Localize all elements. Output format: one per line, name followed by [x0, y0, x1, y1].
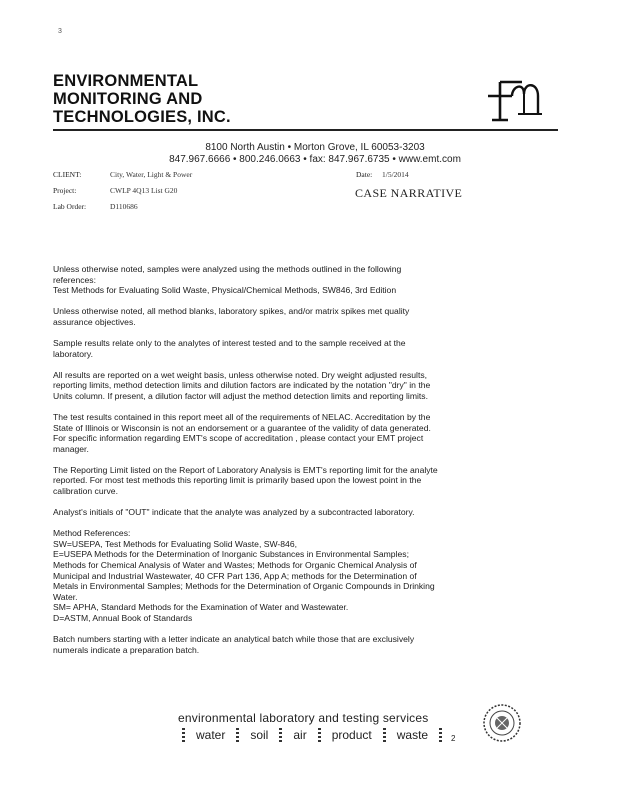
narrative-line: reported. For most test methods this reporting limit is primarily based upon the lowest point in the: [53, 475, 422, 486]
category-product: product: [331, 728, 372, 742]
client-value: City, Water, Light & Power: [110, 170, 193, 179]
project-value: CWLP 4Q13 List G20: [110, 186, 178, 195]
date-label: Date:: [356, 170, 373, 179]
accreditation-seal: [482, 703, 522, 743]
emt-logo-icon: [482, 74, 546, 122]
laborder-value: D110686: [110, 202, 138, 211]
company-line-1: ENVIRONMENTAL: [53, 72, 199, 90]
category-waste: waste: [396, 728, 429, 742]
narrative-line: Analyst's initials of "OUT" indicate that the analyte was analyzed by a subcontracted laboratory.: [53, 507, 415, 518]
company-line-3: TECHNOLOGIES, INC.: [53, 108, 231, 126]
narrative-line: laboratory.: [53, 348, 93, 359]
company-line-2: MONITORING AND: [53, 90, 203, 108]
narrative-paragraph: [53, 465, 493, 497]
narrative-line: All results are reported on a wet weight basis, unless otherwise noted. Dry weight adjusted results,: [53, 369, 428, 380]
narrative-line: E=USEPA Methods for the Determination of Inorganic Substances in Environmental Samples;: [53, 549, 409, 560]
narrative-line: Method References:: [53, 528, 131, 539]
date-value: 1/5/2014: [382, 170, 409, 179]
narrative-line: State of Illinois or Wisconsin is not an endorsement or a guarantee of the validity of data generated.: [53, 422, 431, 433]
narrative-paragraph: [53, 306, 493, 327]
narrative-line: Unless otherwise noted, samples were analyzed using the methods outlined in the following: [53, 264, 402, 274]
address-line: 8100 North Austin • Morton Grove, IL 60053-3203: [205, 142, 425, 153]
narrative-paragraph: [53, 370, 493, 402]
category-air: air: [293, 728, 307, 742]
narrative-paragraph: [53, 528, 493, 623]
footer-tagline: environmental laboratory and testing services: [178, 711, 429, 725]
document-title: CASE NARRATIVE: [355, 186, 463, 200]
narrative-line: SM= APHA, Standard Methods for the Examination of Water and Wastewater.: [53, 602, 349, 613]
seal-icon: [482, 703, 522, 743]
narrative-paragraph: [53, 634, 493, 655]
category-water: water: [196, 728, 226, 742]
contact-line: 847.967.6666 • 800.246.0663 • fax: 847.967.6735 • www.emt.com: [169, 154, 461, 165]
narrative-line: For specific information regarding EMT's scope of accreditation , please contact your EMT project: [53, 433, 424, 444]
project-label: Project:: [53, 186, 77, 195]
emt-logo: [482, 74, 546, 122]
narrative-line: The Reporting Limit listed on the Report of Laboratory Analysis is EMT's reporting limit for the analyte: [53, 464, 438, 475]
category-separator: [439, 728, 442, 742]
narrative-line: D=ASTM, Annual Book of Standards: [53, 612, 193, 623]
company-name: [53, 72, 231, 126]
narrative-paragraph: [53, 412, 493, 454]
narrative-paragraph: [53, 338, 493, 359]
narrative-line: assurance objectives.: [53, 316, 136, 327]
header-rule: [53, 129, 558, 131]
narrative-line: manager.: [53, 443, 89, 454]
narrative-line: Methods for Chemical Analysis of Water and Wastes; Methods for Organic Chemical Analysis of: [53, 559, 417, 570]
narrative-paragraph: [53, 507, 493, 518]
narrative-body: [53, 264, 493, 666]
narrative-line: Batch numbers starting with a letter indicate an analytical batch while those that are exclusively: [53, 634, 415, 645]
narrative-line: calibration curve.: [53, 486, 118, 496]
page-number: 2: [451, 734, 456, 743]
narrative-line: SW=USEPA, Test Methods for Evaluating Solid Waste, SW-846,: [53, 538, 297, 549]
laborder-label: Lab Order:: [53, 202, 87, 211]
corner-mark: 3: [58, 28, 62, 35]
narrative-line: Unless otherwise noted, all method blanks, laboratory spikes, and/or matrix spikes met quality: [53, 306, 410, 317]
narrative-paragraph: [53, 264, 493, 296]
narrative-line: Metals in Environmental Samples; Methods for the Determination of Organic Compounds in Drinking: [53, 581, 435, 592]
category-soil: soil: [250, 728, 269, 742]
narrative-line: Test Methods for Evaluating Solid Waste, Physical/Chemical Methods, SW846, 3rd Edition: [53, 285, 397, 296]
narrative-line: Water.: [53, 591, 78, 602]
narrative-line: Units column. If present, a dilution factor will adjust the method detection limits and reporting limits.: [53, 390, 428, 401]
narrative-line: numerals indicate a preparation batch.: [53, 644, 200, 655]
company-address: [150, 142, 480, 166]
narrative-line: references:: [53, 274, 96, 285]
narrative-line: reporting limits, method detection limits and dilution factors are indicated by the notation "dry" in the: [53, 380, 431, 391]
narrative-line: The test results contained in this report meet all of the requirements of NELAC. Accreditation by the: [53, 411, 431, 422]
footer-categories: [182, 727, 442, 743]
narrative-line: Sample results relate only to the analytes of interest tested and to the sample received at the: [53, 337, 406, 348]
narrative-line: Municipal and Industrial Wastewater, 40 CFR Part 136, App A; methods for the Determination of: [53, 570, 417, 581]
client-label: CLIENT:: [53, 170, 82, 179]
